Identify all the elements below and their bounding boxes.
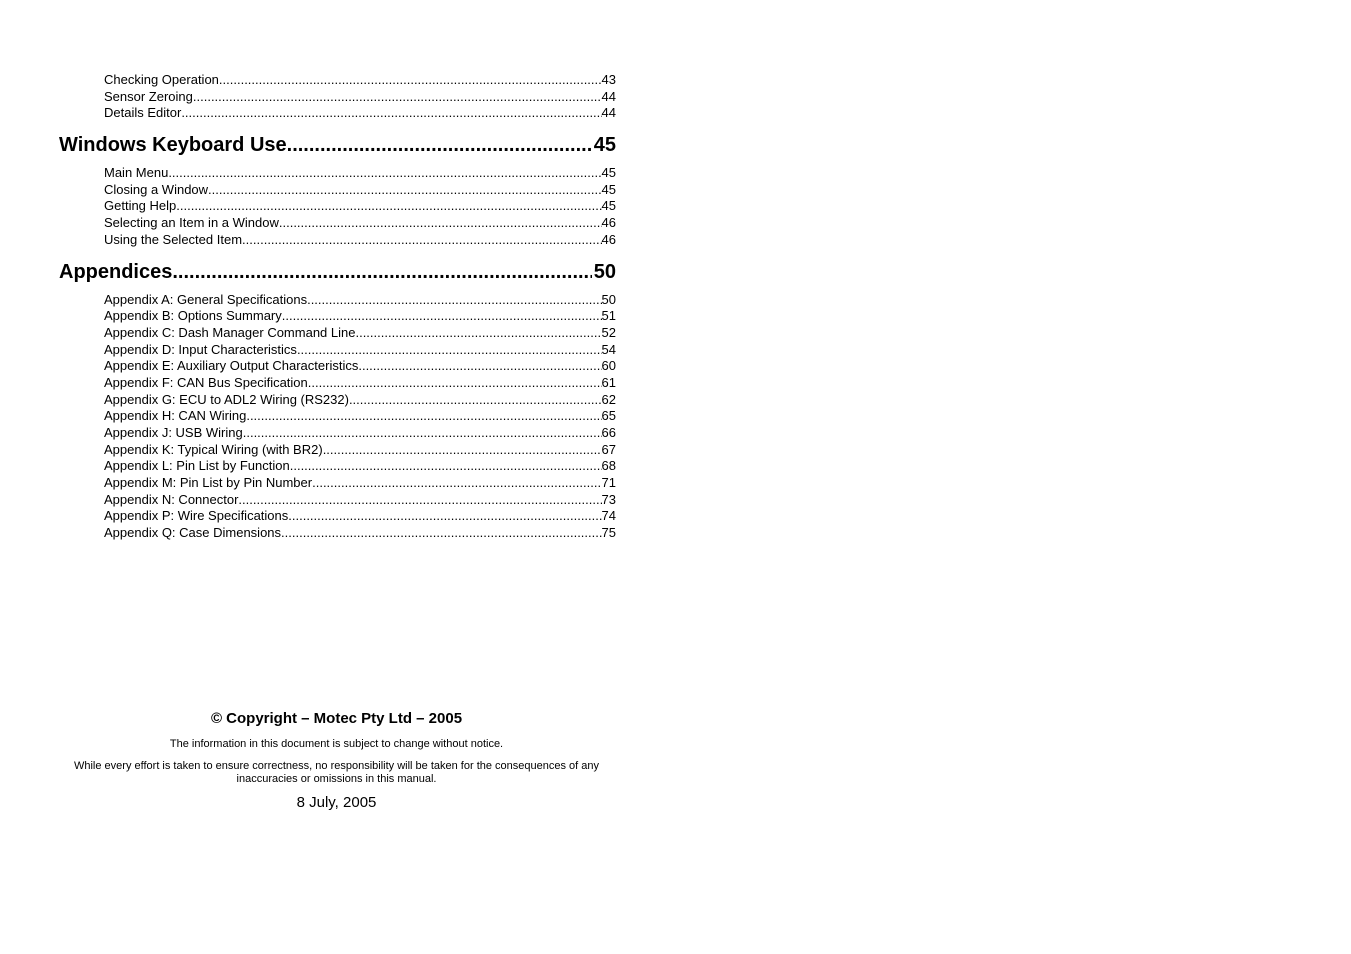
dot-leader (307, 292, 601, 309)
toc-entry-page-number: 54 (601, 341, 616, 357)
toc-entry-page-number: 74 (601, 508, 616, 524)
toc-entry-label: Appendix K: Typical Wiring (with BR2) (104, 441, 323, 457)
toc-entry[interactable] (59, 458, 616, 475)
toc-entry-label: Appendix G: ECU to ADL2 Wiring (RS232) (104, 391, 349, 407)
dot-leader (308, 375, 602, 392)
toc-entry-page-number: 68 (601, 458, 616, 474)
toc-entry[interactable] (59, 105, 616, 122)
toc-entry[interactable] (59, 89, 616, 106)
toc-entry[interactable] (59, 292, 616, 309)
dot-leader (290, 458, 602, 475)
toc-entry-label: Appendix E: Auxiliary Output Characteristics (104, 358, 359, 374)
toc-entry-page-number: 66 (601, 425, 616, 440)
toc-entry[interactable] (59, 408, 616, 425)
dot-leader (323, 442, 602, 459)
disclaimer-text: While every effort is taken to ensure correctness, no responsibility will be taken for the consequences of any inaccuracies or omissions in this manual. (73, 760, 599, 785)
toc-entry-page-number: 43 (601, 72, 616, 87)
dot-leader (355, 325, 601, 342)
dot-leader (279, 215, 602, 232)
toc-entry-page-number: 50 (593, 260, 616, 283)
toc-entry-label: Appendix H: CAN Wiring (104, 408, 247, 424)
toc-entry[interactable] (59, 308, 616, 325)
dot-leader (282, 308, 602, 325)
dot-leader (172, 259, 591, 285)
toc-entry-page-number: 45 (593, 134, 616, 157)
toc-entry-label: Using the Selected Item (104, 231, 243, 247)
toc-entry[interactable] (59, 198, 616, 215)
document-date: 8 July, 2005 (296, 794, 377, 811)
toc-entry-label: Getting Help (104, 198, 177, 214)
toc-entry-label: Appendix P: Wire Specifications (104, 508, 289, 524)
toc-entry-label: Appendix C: Dash Manager Command Line (104, 324, 356, 340)
toc-entry-label: Appendix M: Pin List by Pin Number (104, 475, 313, 491)
toc-entry[interactable] (59, 358, 616, 375)
copyright-footer (59, 709, 614, 813)
dot-leader (238, 492, 601, 509)
toc-entry-page-number: 75 (601, 525, 616, 541)
toc-entry-label: Windows Keyboard Use (59, 134, 287, 157)
toc-entry-label: Appendices (59, 260, 173, 283)
toc-entry[interactable] (59, 425, 616, 442)
toc-entry[interactable] (59, 442, 616, 459)
toc-entry[interactable] (59, 525, 616, 542)
toc-entry[interactable] (59, 508, 616, 525)
toc-entry-label: Checking Operation (104, 72, 219, 87)
toc-entry-label: Main Menu (104, 165, 169, 181)
toc-entry-page-number: 45 (601, 165, 616, 181)
toc-entry-page-number: 44 (601, 88, 616, 104)
toc-entry[interactable] (59, 392, 616, 409)
toc-entry-page-number: 71 (601, 475, 616, 491)
toc-entry-label: Appendix A: General Specifications (104, 291, 308, 307)
toc-entry-page-number: 46 (601, 215, 616, 231)
dot-leader (246, 408, 601, 425)
table-of-contents (59, 72, 616, 542)
toc-entry[interactable] (59, 492, 616, 509)
dot-leader (243, 425, 602, 442)
toc-section-heading[interactable] (59, 259, 616, 285)
toc-entry-page-number: 51 (601, 308, 616, 324)
dot-leader (349, 392, 602, 409)
toc-entry-label: Sensor Zeroing (104, 88, 193, 104)
toc-entry[interactable] (59, 375, 616, 392)
copyright-notice: © Copyright – Motec Pty Ltd – 2005 (210, 710, 463, 727)
toc-section-heading[interactable] (59, 132, 616, 158)
dot-leader (312, 475, 601, 492)
toc-entry-label: Appendix Q: Case Dimensions (104, 525, 282, 541)
dot-leader (287, 132, 592, 158)
dot-leader (297, 342, 602, 359)
toc-entry-label: Selecting an Item in a Window (104, 215, 279, 231)
toc-entry-page-number: 61 (601, 374, 616, 390)
toc-entry[interactable] (59, 342, 616, 359)
toc-entry-page-number: 62 (601, 391, 616, 407)
toc-entry[interactable] (59, 475, 616, 492)
toc-entry-page-number: 60 (601, 358, 616, 374)
dot-leader (193, 89, 602, 106)
toc-entry-label: Appendix F: CAN Bus Specification (104, 374, 308, 390)
toc-entry-label: Details Editor (104, 105, 182, 121)
toc-entry-label: Appendix D: Input Characteristics (104, 341, 297, 357)
dot-leader (168, 165, 601, 182)
toc-entry[interactable] (59, 215, 616, 232)
toc-entry-page-number: 67 (601, 441, 616, 457)
toc-entry[interactable] (59, 182, 616, 199)
toc-entry-label: Appendix J: USB Wiring (104, 425, 243, 440)
toc-entry-page-number: 45 (601, 181, 616, 197)
toc-entry-page-number: 52 (601, 324, 616, 340)
toc-entry-page-number: 44 (601, 105, 616, 121)
toc-entry-label: Closing a Window (104, 181, 209, 197)
change-notice: The information in this document is subject to change without notice. (169, 738, 504, 750)
toc-entry-page-number: 73 (601, 491, 616, 507)
toc-entry-label: Appendix N: Connector (104, 491, 239, 507)
toc-entry-page-number: 65 (601, 408, 616, 424)
dot-leader (281, 525, 602, 542)
toc-entry[interactable] (59, 165, 616, 182)
dot-leader (288, 508, 601, 525)
toc-entry-label: Appendix B: Options Summary (104, 308, 282, 324)
dot-leader (358, 358, 601, 375)
toc-entry[interactable] (59, 232, 616, 249)
toc-entry-page-number: 46 (601, 231, 616, 247)
toc-entry[interactable] (59, 72, 616, 89)
dot-leader (208, 182, 601, 199)
dot-leader (181, 105, 601, 122)
dot-leader (219, 72, 602, 89)
dot-leader (176, 198, 601, 215)
toc-entry-page-number: 50 (601, 291, 616, 307)
toc-entry[interactable] (59, 325, 616, 342)
toc-entry-page-number: 45 (601, 198, 616, 214)
toc-entry-label: Appendix L: Pin List by Function (104, 458, 290, 474)
dot-leader (242, 232, 602, 249)
